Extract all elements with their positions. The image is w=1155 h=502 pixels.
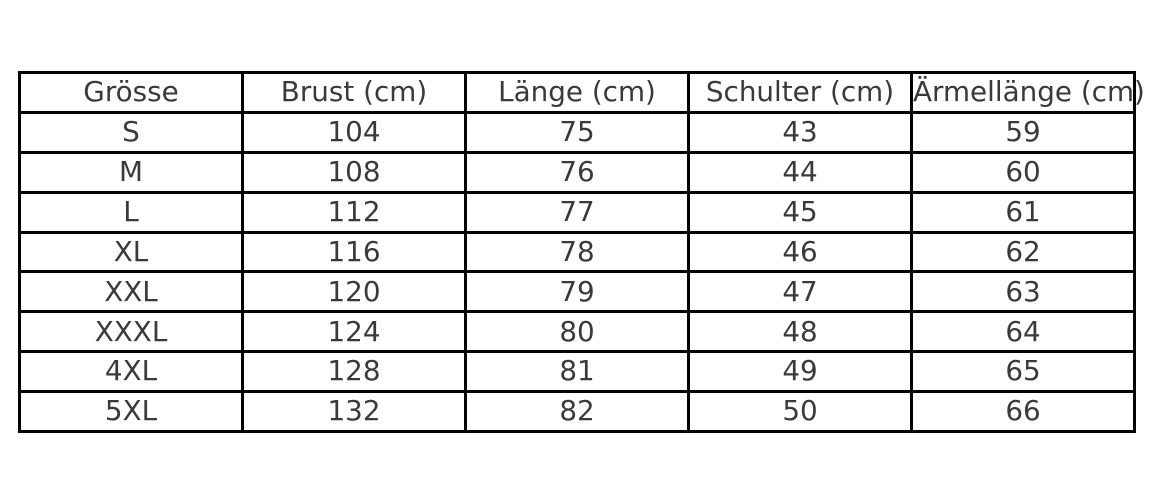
size-label-cell: 5XL <box>20 392 243 432</box>
measurement-cell: 46 <box>689 232 912 272</box>
measurement-cell: 120 <box>243 272 466 312</box>
measurement-cell: 64 <box>912 312 1135 352</box>
table-row <box>20 152 1135 192</box>
measurement-cell: 128 <box>243 352 466 392</box>
measurement-cell: 65 <box>912 352 1135 392</box>
table-row <box>20 352 1135 392</box>
header-row <box>20 73 1135 113</box>
column-header-1: Brust (cm) <box>243 73 466 113</box>
measurement-cell: 47 <box>689 272 912 312</box>
measurement-cell: 76 <box>466 152 689 192</box>
measurement-cell: 45 <box>689 192 912 232</box>
measurement-cell: 78 <box>466 232 689 272</box>
measurement-cell: 132 <box>243 392 466 432</box>
measurement-cell: 43 <box>689 112 912 152</box>
measurement-cell: 81 <box>466 352 689 392</box>
size-chart-table <box>18 71 1145 433</box>
measurement-cell: 44 <box>689 152 912 192</box>
size-label-cell: L <box>20 192 243 232</box>
measurement-cell: 66 <box>912 392 1135 432</box>
size-label-cell: S <box>20 112 243 152</box>
measurement-cell: 61 <box>912 192 1135 232</box>
table-row <box>20 312 1135 352</box>
measurement-cell: 50 <box>689 392 912 432</box>
size-label-cell: XXL <box>20 272 243 312</box>
column-header-4: Ärmellänge (cm) <box>912 73 1135 113</box>
measurement-cell: 80 <box>466 312 689 352</box>
measurement-cell: 59 <box>912 112 1135 152</box>
measurement-cell: 60 <box>912 152 1135 192</box>
measurement-cell: 112 <box>243 192 466 232</box>
measurement-cell: 124 <box>243 312 466 352</box>
size-label-cell: M <box>20 152 243 192</box>
measurement-cell: 82 <box>466 392 689 432</box>
column-header-3: Schulter (cm) <box>689 73 912 113</box>
table-row <box>20 392 1135 432</box>
measurement-cell: 108 <box>243 152 466 192</box>
measurement-cell: 79 <box>466 272 689 312</box>
measurement-cell: 75 <box>466 112 689 152</box>
measurement-cell: 77 <box>466 192 689 232</box>
column-header-2: Länge (cm) <box>466 73 689 113</box>
measurement-cell: 104 <box>243 112 466 152</box>
column-header-groesse: Grösse <box>20 73 243 113</box>
measurement-cell: 48 <box>689 312 912 352</box>
measurement-cell: 116 <box>243 232 466 272</box>
measurement-cell: 63 <box>912 272 1135 312</box>
table-row <box>20 192 1135 232</box>
table-row <box>20 112 1135 152</box>
table-row <box>20 272 1135 312</box>
table-row <box>20 232 1135 272</box>
size-label-cell: 4XL <box>20 352 243 392</box>
measurement-cell: 49 <box>689 352 912 392</box>
size-label-cell: XL <box>20 232 243 272</box>
size-label-cell: XXXL <box>20 312 243 352</box>
measurement-cell: 62 <box>912 232 1135 272</box>
